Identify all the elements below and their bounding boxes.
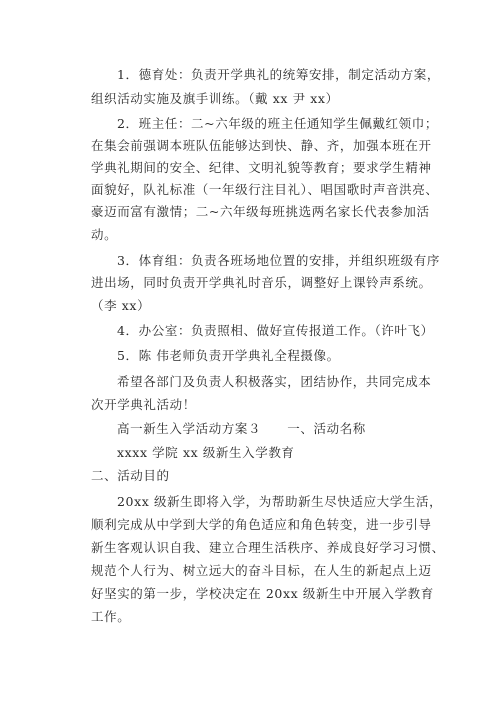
paragraph-2-line-5: 豪迈而富有激情；二~六年级每班挑选两名家长代表参加活 — [91, 204, 430, 219]
paragraph-7-line-2: 顺利完成从中学到大学的角色适应和角色转变，进一步引导 — [91, 517, 432, 532]
paragraph-7-line-5: 好坚实的第一步，学校决定在 20xx 级新生中开展入学教育 — [91, 586, 434, 601]
paragraph-7-line-3: 新生客观认识自我、建立合理生活秩序、养成良好学习习惯、 — [91, 540, 445, 555]
section-heading-plan-3: 高一新生入学活动方案３ 一、活动名称 — [117, 421, 366, 436]
paragraph-6-line-2: 次开学典礼活动！ — [91, 397, 196, 412]
paragraph-3-line-3: （李 xx） — [91, 298, 151, 313]
paragraph-2-line-2: 在集会前强调本班队伍能够达到快、静、齐，加强本班在开 — [91, 138, 432, 153]
paragraph-2-line-4: 面貌好，队礼标准（一年级行注目礼）、唱国歌时声音洪亮、 — [91, 182, 439, 197]
paragraph-2-line-3: 学典礼期间的安全、纪律、文明礼貌等教育；要求学生精神 — [91, 160, 432, 175]
section-heading-purpose: 二、活动目的 — [91, 468, 170, 483]
activity-name-text: xxxx 学院 xx 级新生入学教育 — [117, 445, 295, 460]
paragraph-1-line-1: 1．德育处：负责开学典礼的统筹安排，制定活动方案， — [117, 67, 440, 82]
paragraph-2-line-6: 动。 — [91, 227, 118, 242]
paragraph-7-line-6: 工作。 — [91, 609, 131, 624]
paragraph-5-line-1: 5．陈 伟老师负责开学典礼全程摄像。 — [117, 348, 340, 363]
paragraph-4-line-1: 4．办公室：负责照相、做好宣传报道工作。（许叶飞） — [117, 323, 434, 338]
paragraph-3-line-2: 进出场，同时负责开学典礼时音乐，调整好上课铃声系统。 — [91, 275, 432, 290]
paragraph-7-line-1: 20xx 级新生即将入学，为帮助新生尽快适应大学生活， — [117, 494, 443, 509]
paragraph-1-line-2: 组织活动实施及旗手训练。（戴 xx 尹 xx） — [91, 91, 339, 106]
paragraph-3-line-1: 3．体育组：负责各班场地位置的安排，并组织班级有序 — [117, 253, 440, 268]
paragraph-2-line-1: 2．班主任：二~六年级的班主任通知学生佩戴红领巾； — [117, 116, 438, 131]
paragraph-6-line-1: 希望各部门及负责人积极落实，团结协作，共同完成本 — [117, 374, 432, 389]
paragraph-7-line-4: 规范个人行为、树立远大的奋斗目标，在人生的新起点上迈 — [91, 563, 432, 578]
